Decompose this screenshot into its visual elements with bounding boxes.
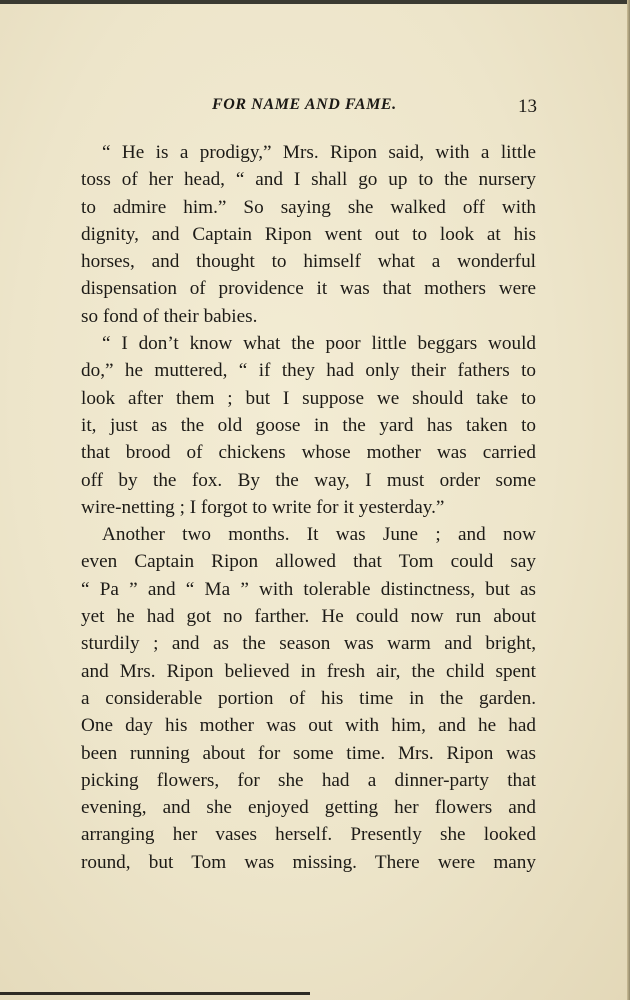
- text-line: picking flowers, for she had a dinner-party that: [81, 769, 536, 791]
- page-bottom-edge: [0, 992, 310, 995]
- text-line: it, just as the old goose in the yard has taken to: [81, 414, 536, 436]
- text-line: to admire him.” So saying she walked off with: [81, 196, 536, 218]
- text-line: sturdily ; and as the season was warm and bright,: [81, 633, 536, 655]
- text-line: that brood of chickens whose mother was carried: [81, 442, 536, 464]
- text-line: even Captain Ripon allowed that Tom could say: [81, 551, 536, 573]
- running-title: FOR NAME AND FAME.: [212, 96, 397, 113]
- text-line: One day his mother was out with him, and he had: [81, 715, 536, 737]
- text-line: dignity, and Captain Ripon went out to look at his: [81, 223, 536, 245]
- text-line: been running about for some time. Mrs. Ripon was: [81, 742, 536, 764]
- text-line: do,” he muttered, “ if they had only their fathers to: [81, 360, 536, 382]
- running-header: [0, 96, 630, 122]
- text-line: “ He is a prodigy,” Mrs. Ripon said, with a little: [102, 142, 536, 163]
- text-line: horses, and thought to himself what a wonderful: [81, 251, 536, 273]
- text-line: and Mrs. Ripon believed in fresh air, the child spent: [81, 660, 536, 682]
- text-line: evening, and she enjoyed getting her flowers and: [81, 797, 536, 819]
- text-line: “ Pa ” and “ Ma ” with tolerable distinctness, but as: [81, 578, 536, 600]
- text-line: Another two months. It was June ; and now: [102, 524, 536, 546]
- text-line: arranging her vases herself. Presently she looked: [81, 824, 536, 846]
- text-line: toss of her head, “ and I shall go up to the nursery: [81, 169, 536, 191]
- text-line: yet he had got no farther. He could now run about: [81, 606, 536, 628]
- page-number: 13: [518, 96, 537, 117]
- text-line: a considerable portion of his time in the garden.: [81, 687, 536, 709]
- text-line: off by the fox. By the way, I must order some: [81, 469, 536, 491]
- text-line: look after them ; but I suppose we should take to: [81, 387, 536, 409]
- text-line: dispensation of providence it was that mothers were: [81, 278, 536, 300]
- text-line: “ I don’t know what the poor little beggars would: [102, 333, 536, 355]
- text-line: wire-netting ; I forgot to write for it yesterday.”: [81, 496, 445, 518]
- page-top-edge: [0, 0, 630, 4]
- text-line: so fond of their babies.: [81, 305, 258, 327]
- text-line: round, but Tom was missing. There were many: [81, 851, 536, 873]
- body-text: [81, 139, 536, 876]
